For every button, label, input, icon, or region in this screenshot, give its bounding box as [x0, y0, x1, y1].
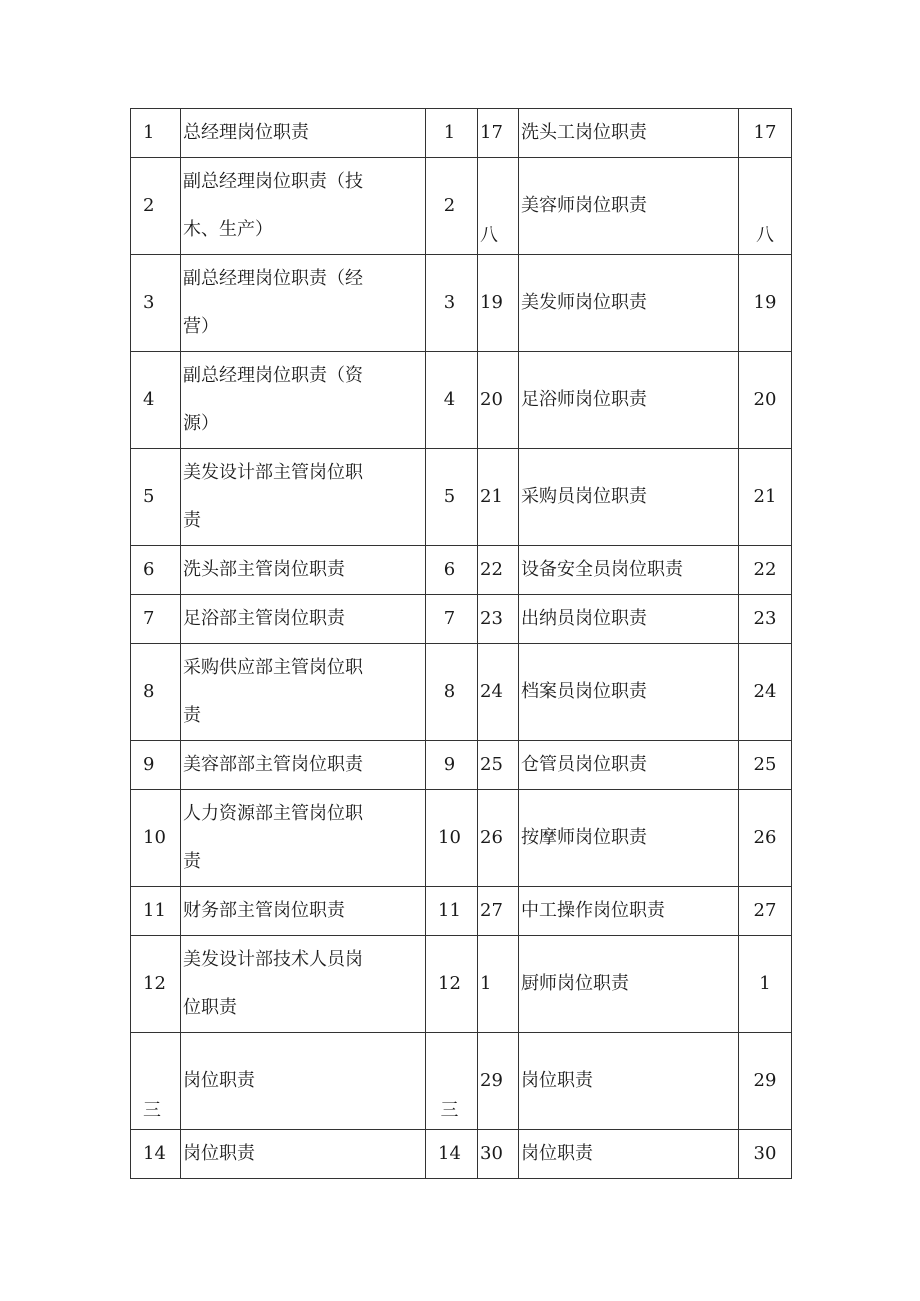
table-row [131, 595, 792, 644]
entry-title-right: 仓管员岗位职责 [519, 741, 739, 790]
entry-page: 10 [426, 790, 478, 887]
entry-number: 11 [131, 887, 181, 936]
entry-title-text: 美发设计部技术人员岗位职责 [183, 949, 363, 1018]
entry-title-right: 设备安全员岗位职责 [519, 546, 739, 595]
entry-title [181, 449, 426, 546]
entry-title-text: 副总经理岗位职责（资源） [183, 365, 363, 434]
entry-title-right: 美发师岗位职责 [519, 255, 739, 352]
entry-title-right: 岗位职责 [519, 1130, 739, 1179]
table-row [131, 1033, 792, 1130]
entry-title [181, 1033, 426, 1130]
entry-page-right: 24 [739, 644, 792, 741]
entry-title-right: 美容师岗位职责 [519, 158, 739, 255]
entry-number-right: 22 [478, 546, 519, 595]
entry-title [181, 158, 426, 255]
entry-number-right: 1 [478, 936, 519, 1033]
entry-title-text: 副总经理岗位职责（经营） [183, 268, 363, 337]
entry-page: 5 [426, 449, 478, 546]
entry-title [181, 936, 426, 1033]
entry-page: 12 [426, 936, 478, 1033]
table-row [131, 158, 792, 255]
table-row [131, 741, 792, 790]
table-row [131, 644, 792, 741]
toc-body [131, 109, 792, 1179]
entry-number: 4 [131, 352, 181, 449]
entry-page-right: 23 [739, 595, 792, 644]
entry-title-text: 采购供应部主管岗位职责 [183, 657, 363, 726]
entry-page-right: 17 [739, 109, 792, 158]
entry-page: 4 [426, 352, 478, 449]
entry-number-right: 27 [478, 887, 519, 936]
entry-title [181, 644, 426, 741]
entry-title-right: 足浴师岗位职责 [519, 352, 739, 449]
entry-page: 8 [426, 644, 478, 741]
entry-number: 2 [131, 158, 181, 255]
entry-title-text: 人力资源部主管岗位职责 [183, 803, 363, 872]
table-row [131, 352, 792, 449]
entry-number-right: 19 [478, 255, 519, 352]
entry-number-right: 30 [478, 1130, 519, 1179]
entry-number: 9 [131, 741, 181, 790]
entry-page: 2 [426, 158, 478, 255]
entry-number: 3 [131, 255, 181, 352]
entry-page-right: 19 [739, 255, 792, 352]
entry-number: 12 [131, 936, 181, 1033]
table-row [131, 936, 792, 1033]
entry-number-right: 23 [478, 595, 519, 644]
entry-number: 14 [131, 1130, 181, 1179]
entry-page: 三 [426, 1033, 478, 1130]
entry-title-text: 美发设计部主管岗位职责 [183, 462, 363, 531]
entry-title: 足浴部主管岗位职责 [181, 595, 426, 644]
entry-title: 美容部部主管岗位职责 [181, 741, 426, 790]
table-row [131, 449, 792, 546]
entry-number: 三 [131, 1033, 181, 1130]
entry-title: 洗头部主管岗位职责 [181, 546, 426, 595]
entry-number-right: 21 [478, 449, 519, 546]
table-row [131, 790, 792, 887]
entry-title [181, 255, 426, 352]
entry-number-right: 26 [478, 790, 519, 887]
entry-page: 6 [426, 546, 478, 595]
entry-title-right: 按摩师岗位职责 [519, 790, 739, 887]
entry-title-right: 岗位职责 [519, 1033, 739, 1130]
entry-page-right: 30 [739, 1130, 792, 1179]
entry-page-right: 22 [739, 546, 792, 595]
table-row [131, 255, 792, 352]
table-row [131, 109, 792, 158]
entry-number-right: 20 [478, 352, 519, 449]
entry-page-right: 26 [739, 790, 792, 887]
entry-page-right: 29 [739, 1033, 792, 1130]
entry-page-right: 27 [739, 887, 792, 936]
entry-number-right: 17 [478, 109, 519, 158]
entry-page: 7 [426, 595, 478, 644]
entry-page-right: 1 [739, 936, 792, 1033]
entry-title-right: 出纳员岗位职责 [519, 595, 739, 644]
entry-number-right: 29 [478, 1033, 519, 1130]
table-row [131, 887, 792, 936]
entry-number-right: 八 [478, 158, 519, 255]
entry-number: 7 [131, 595, 181, 644]
entry-title [181, 352, 426, 449]
toc-table [130, 108, 792, 1179]
entry-page: 11 [426, 887, 478, 936]
entry-number: 6 [131, 546, 181, 595]
entry-title-text: 岗位职责 [183, 1070, 255, 1091]
entry-page: 3 [426, 255, 478, 352]
entry-page-right: 20 [739, 352, 792, 449]
entry-title [181, 790, 426, 887]
entry-page: 14 [426, 1130, 478, 1179]
entry-title: 岗位职责 [181, 1130, 426, 1179]
entry-title-right: 洗头工岗位职责 [519, 109, 739, 158]
entry-title: 财务部主管岗位职责 [181, 887, 426, 936]
entry-number-right: 25 [478, 741, 519, 790]
entry-number: 10 [131, 790, 181, 887]
table-row [131, 1130, 792, 1179]
entry-page-right: 25 [739, 741, 792, 790]
entry-title-right: 厨师岗位职责 [519, 936, 739, 1033]
table-row [131, 546, 792, 595]
entry-title-right: 中工操作岗位职责 [519, 887, 739, 936]
entry-number: 1 [131, 109, 181, 158]
entry-number: 5 [131, 449, 181, 546]
entry-title: 总经理岗位职责 [181, 109, 426, 158]
entry-title-text: 副总经理岗位职责（技木、生产） [183, 171, 363, 240]
entry-page-right: 八 [739, 158, 792, 255]
entry-page: 1 [426, 109, 478, 158]
entry-page-right: 21 [739, 449, 792, 546]
entry-title-right: 档案员岗位职责 [519, 644, 739, 741]
entry-number: 8 [131, 644, 181, 741]
entry-number-right: 24 [478, 644, 519, 741]
entry-title-right: 采购员岗位职责 [519, 449, 739, 546]
entry-page: 9 [426, 741, 478, 790]
